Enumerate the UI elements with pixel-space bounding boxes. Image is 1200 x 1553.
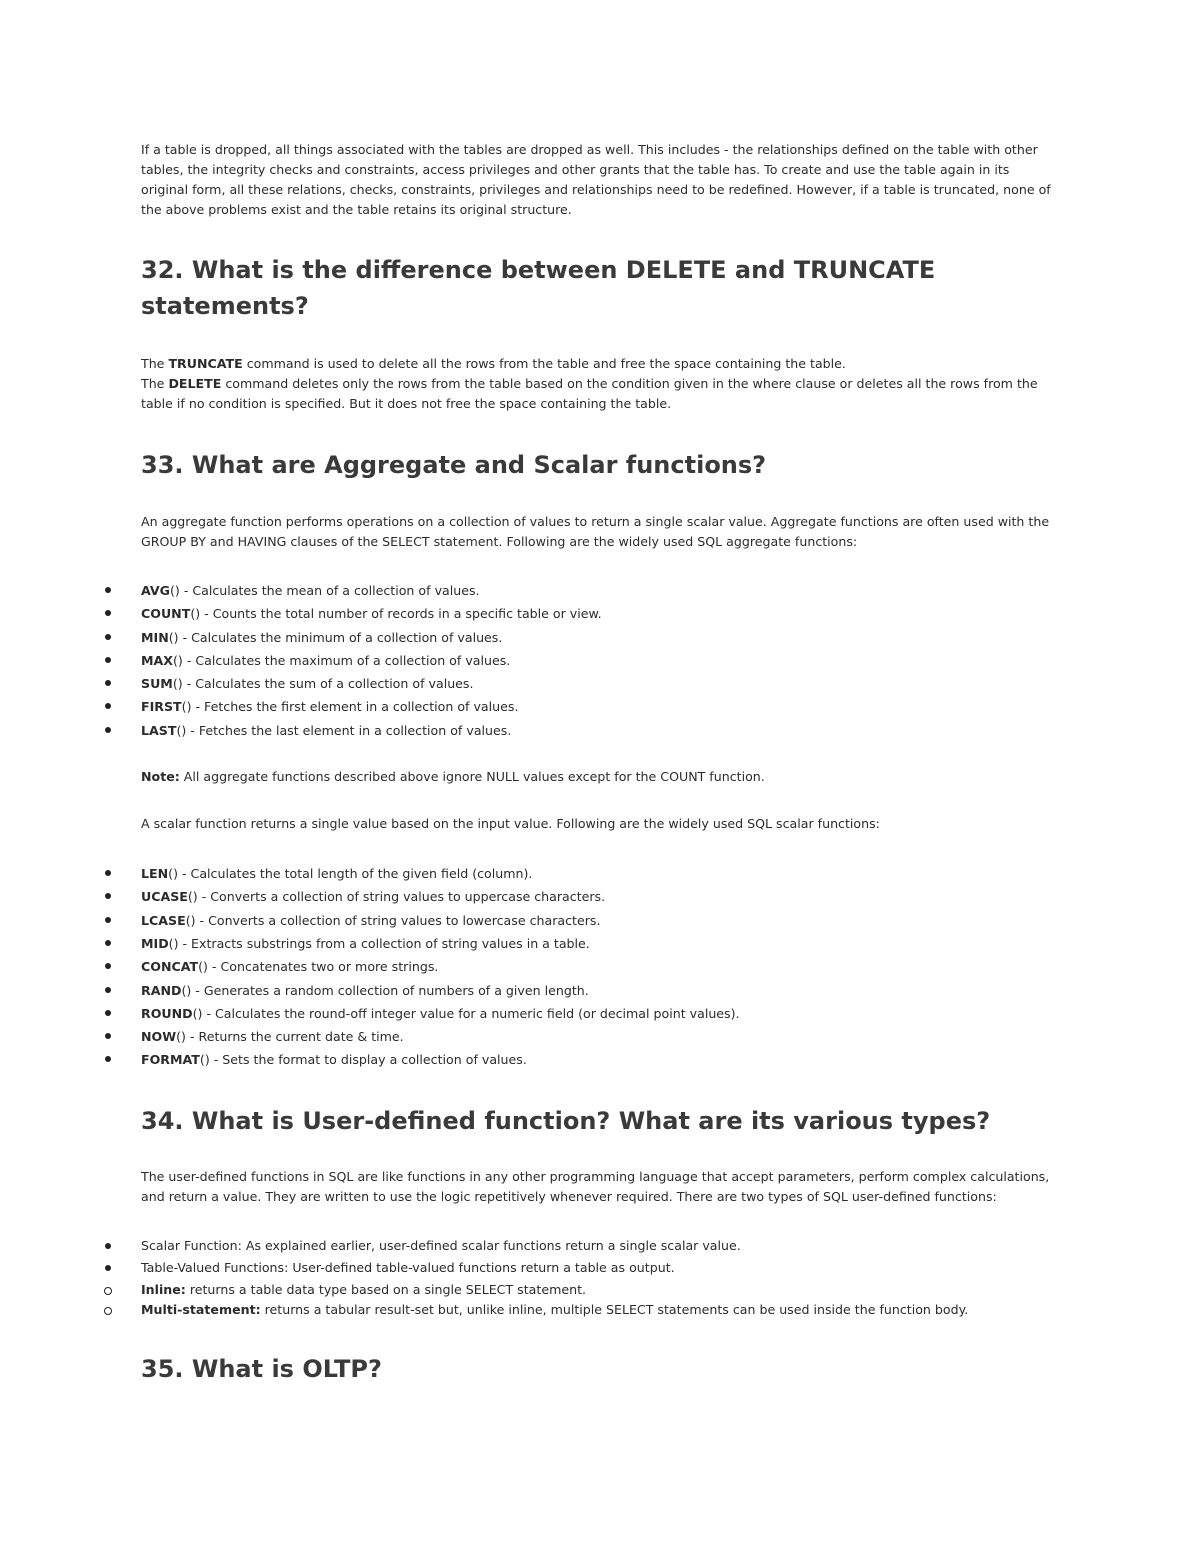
intro-paragraph: If a table is dropped, all things associated with the tables are dropped as well. This includes - the relationships defined on the table with other tables, the integrity checks and constraints, access privileges and other grants that the table has. To create and use the table again in its original form, all these relations, checks, constraints, privileges and relationships need to be redefined. However, if a table is truncated, none of the above problems exist and the table retains its original structure. — [141, 142, 1051, 217]
list-item: LAST() - Fetches the last element in a collection of values. — [141, 719, 1056, 742]
list-item: Multi-statement: returns a tabular result-set but, unlike inline, multiple SELECT statements can be used inside the function body. — [141, 1300, 1056, 1321]
delete-keyword: DELETE — [168, 376, 222, 391]
heading-q35: 35. What is OLTP? — [141, 1354, 382, 1383]
heading-q32: 32. What is the difference between DELETE and TRUNCATE statements? — [141, 256, 936, 320]
list-item: MIN() - Calculates the minimum of a collection of values. — [141, 626, 1056, 649]
aggregate-note: Note: All aggregate functions described above ignore NULL values except for the COUNT function. — [141, 769, 765, 785]
list-item: SUM() - Calculates the sum of a collection of values. — [141, 672, 1056, 695]
list-item: RAND() - Generates a random collection of numbers of a given length. — [141, 979, 1056, 1002]
list-item: FORMAT() - Sets the format to display a collection of values. — [141, 1048, 1056, 1071]
list-item: AVG() - Calculates the mean of a collection of values. — [141, 579, 1056, 602]
aggregate-function-list — [141, 579, 1056, 742]
list-item: MAX() - Calculates the maximum of a collection of values. — [141, 649, 1056, 672]
list-item: COUNT() - Counts the total number of records in a specific table or view. — [141, 602, 1056, 625]
document-page — [141, 140, 1056, 1387]
udf-type-list — [141, 1235, 1056, 1321]
scalar-intro: A scalar function returns a single value based on the input value. Following are the widely used SQL scalar functions: — [141, 816, 880, 832]
list-item: MID() - Extracts substrings from a collection of string values in a table. — [141, 932, 1056, 955]
list-item: LEN() - Calculates the total length of the given field (column). — [141, 862, 1056, 885]
scalar-function-list — [141, 862, 1056, 1072]
q32-body — [141, 354, 1056, 414]
udf-intro: The user-defined functions in SQL are like functions in any other programming language that accept parameters, perform complex calculations, and return a value. They are written to use the logic repetitively whenever required. There are two types of SQL user-defined functions: — [141, 1168, 1050, 1204]
list-item: CONCAT() - Concatenates two or more strings. — [141, 955, 1056, 978]
list-item: NOW() - Returns the current date & time. — [141, 1025, 1056, 1048]
truncate-line: The TRUNCATE command is used to delete all the rows from the table and free the space containing the table. — [141, 356, 846, 371]
list-item: LCASE() - Converts a collection of string values to lowercase characters. — [141, 909, 1056, 932]
list-item: Table-Valued Functions: User-defined table-valued functions return a table as output. — [141, 1257, 1056, 1280]
delete-line: The DELETE command deletes only the rows from the table based on the condition given in the where clause or deletes all the rows from the table if no condition is specified. But it does not free the space containing the table. — [141, 376, 1038, 411]
list-item: UCASE() - Converts a collection of string values to uppercase characters. — [141, 885, 1056, 908]
list-item: Scalar Function: As explained earlier, user-defined scalar functions return a single scalar value. — [141, 1235, 1056, 1258]
note-label: Note: — [141, 769, 180, 785]
heading-q34: 34. What is User-defined function? What are its various types? — [141, 1106, 991, 1135]
aggregate-intro: An aggregate function performs operations on a collection of values to return a single scalar value. Aggregate functions are often used with the GROUP BY and HAVING clauses of the SELECT statement. Following are the widely used SQL aggregate functions: — [141, 514, 1050, 549]
list-item: ROUND() - Calculates the round-off integer value for a numeric field (or decimal point values). — [141, 1002, 1056, 1025]
truncate-keyword: TRUNCATE — [168, 356, 243, 371]
heading-q33: 33. What are Aggregate and Scalar functions? — [141, 451, 767, 479]
list-item: FIRST() - Fetches the first element in a collection of values. — [141, 695, 1056, 718]
list-item: Inline: returns a table data type based on a single SELECT statement. — [141, 1280, 1056, 1301]
